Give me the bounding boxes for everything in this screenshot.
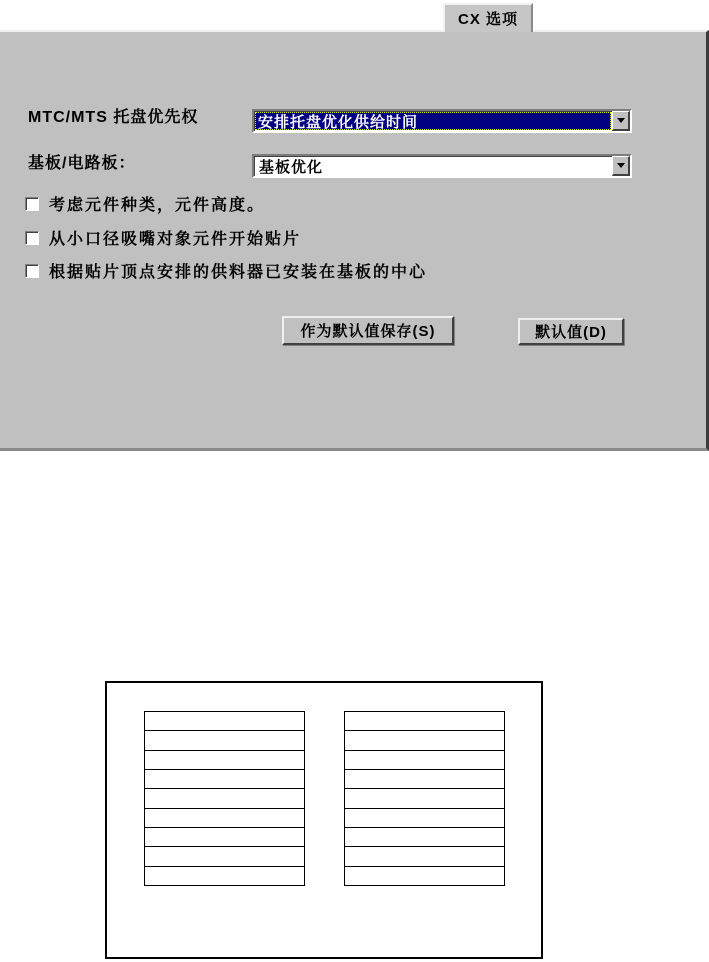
table-row xyxy=(345,867,504,885)
checkbox-unchecked[interactable] xyxy=(25,231,39,245)
table-row xyxy=(145,770,304,789)
save-as-default-button[interactable]: 作为默认值保存(S) xyxy=(282,316,454,345)
feeder-table-right xyxy=(344,711,505,886)
checkbox-row-small-nozzle-first[interactable] xyxy=(25,226,301,249)
checkbox-label: 从小口径吸嘴对象元件开始贴片 xyxy=(49,231,302,248)
table-row xyxy=(345,828,504,847)
feeder-table-left xyxy=(144,711,305,886)
board-combobox[interactable] xyxy=(252,154,632,178)
tray-priority-dropdown-button[interactable] xyxy=(612,111,630,131)
tab-cx-options[interactable] xyxy=(443,3,533,32)
table-row xyxy=(145,828,304,847)
tray-priority-selected-value[interactable]: 安排托盘优化供给时间 xyxy=(255,112,611,130)
table-row xyxy=(145,867,304,885)
table-row xyxy=(345,847,504,866)
table-row xyxy=(345,809,504,828)
table-row xyxy=(145,731,304,750)
table-row xyxy=(345,770,504,789)
checkbox-label: 根据贴片顶点安排的供料器已安装在基板的中心 xyxy=(49,264,428,281)
tray-priority-combobox[interactable] xyxy=(252,109,632,133)
table-row xyxy=(345,712,504,731)
checkbox-unchecked[interactable] xyxy=(25,264,39,278)
table-row xyxy=(145,847,304,866)
checkbox-row-component-type[interactable] xyxy=(25,192,265,215)
chevron-down-icon xyxy=(617,118,625,123)
table-row xyxy=(345,751,504,770)
default-button[interactable]: 默认值(D) xyxy=(518,318,624,345)
board-label: 基板/电路板： xyxy=(28,155,136,172)
table-row xyxy=(145,789,304,808)
table-row xyxy=(345,789,504,808)
board-selected-value[interactable]: 基板优化 xyxy=(259,158,324,175)
checkbox-unchecked[interactable] xyxy=(25,197,39,211)
checkbox-label: 考虑元件种类，元件高度。 xyxy=(49,197,266,214)
table-row xyxy=(145,751,304,770)
table-row xyxy=(145,712,304,731)
checkbox-row-feeder-center[interactable] xyxy=(25,259,427,282)
tray-priority-label: MTC/MTS 托盘优先权 xyxy=(28,109,199,126)
table-row xyxy=(145,809,304,828)
layout-diagram xyxy=(105,681,543,959)
table-row xyxy=(345,731,504,750)
chevron-down-icon xyxy=(617,163,625,168)
cx-options-panel xyxy=(0,30,709,451)
tab-label: CX 选项 xyxy=(457,11,518,28)
board-dropdown-button[interactable] xyxy=(612,156,630,176)
